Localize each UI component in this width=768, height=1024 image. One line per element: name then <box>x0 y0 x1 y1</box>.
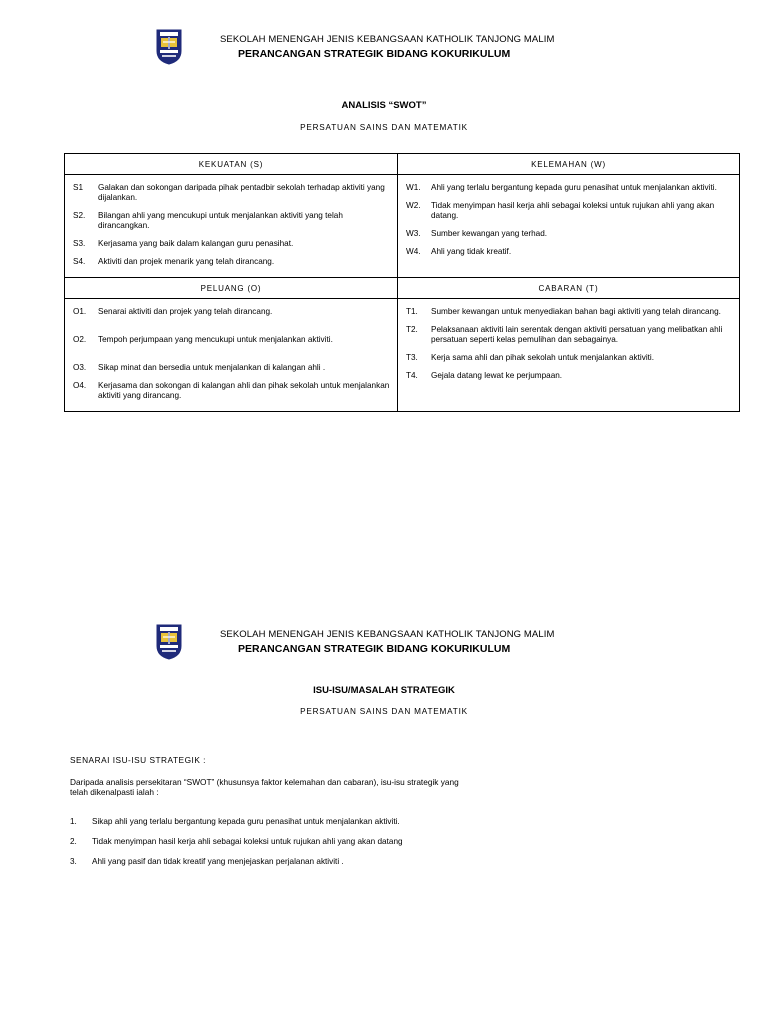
weaknesses-cell <box>398 175 740 278</box>
weaknesses-header: KELEMAHAN (W) <box>398 154 740 175</box>
list-item: T1. Sumber kewangan untuk menyediakan bahan bagi aktiviti yang telah dirancang. <box>406 307 721 316</box>
strengths-cell <box>65 175 398 278</box>
issues-intro: Daripada analisis persekitaran “SWOT” (khusunsya faktor kelemahan dan cabaran), isu-isu strategik yang telah dikenalpasti ialah : <box>70 777 459 797</box>
list-item: W1. Ahli yang terlalu bergantung kepada guru penasihat untuk menjalankan aktiviti. <box>406 183 717 192</box>
strengths-header: KEKUATAN (S) <box>65 154 398 175</box>
list-item: W2. Tidak menyimpan hasil kerja ahli sebagai koleksi untuk rujukan ahli yang akan datang. <box>406 201 715 220</box>
list-item: O4. Kerjasama dan sokongan di kalangan ahli dan pihak sekolah untuk menjalankan aktiviti yang dirancang. <box>73 381 390 400</box>
issues-subtitle: PERSATUAN SAINS DAN MATEMATIK <box>300 707 468 716</box>
school-name: SEKOLAH MENENGAH JENIS KEBANGSAAN KATHOLIK TANJONG MALIM <box>220 629 555 640</box>
list-item: T2. Pelaksanaan aktiviti lain serentak dengan aktiviti persatuan yang melibatkan ahli persatuan seperti kelas pemulihan dan sebagainya. <box>406 325 723 344</box>
list-item: 2. Tidak menyimpan hasil kerja ahli sebagai koleksi untuk rujukan ahli yang akan datang <box>70 837 403 846</box>
list-item: S1 Galakan dan sokongan daripada pihak pentadbir sekolah terhadap aktiviti yang dijalankan. <box>73 183 385 202</box>
school-crest-icon <box>156 29 182 65</box>
plan-title: PERANCANGAN STRATEGIK BIDANG KOKURIKULUM <box>238 48 511 60</box>
plan-title: PERANCANGAN STRATEGIK BIDANG KOKURIKULUM <box>238 643 511 655</box>
issues-title: ISU-ISU/MASALAH STRATEGIK <box>313 685 455 696</box>
threats-header: CABARAN (T) <box>398 278 740 299</box>
list-item: 3. Ahli yang pasif dan tidak kreatif yang menjejaskan perjalanan aktiviti . <box>70 857 344 866</box>
list-item: O2. Tempoh perjumpaan yang mencukupi untuk menjalankan aktiviti. <box>73 335 333 344</box>
threats-cell <box>398 299 740 412</box>
swot-table <box>64 153 740 412</box>
list-item: S3. Kerjasama yang baik dalam kalangan guru penasihat. <box>73 239 294 248</box>
list-item: T3. Kerja sama ahli dan pihak sekolah untuk menjalankan aktiviti. <box>406 353 655 362</box>
swot-subtitle: PERSATUAN SAINS DAN MATEMATIK <box>300 123 468 132</box>
opportunities-cell <box>65 299 398 412</box>
school-name: SEKOLAH MENENGAH JENIS KEBANGSAAN KATHOLIK TANJONG MALIM <box>220 34 555 45</box>
school-crest-icon <box>156 624 182 660</box>
list-item: W4. Ahli yang tidak kreatif. <box>406 247 512 256</box>
list-item: W3. Sumber kewangan yang terhad. <box>406 229 548 238</box>
list-item: O1. Senarai aktiviti dan projek yang telah dirancang. <box>73 307 273 316</box>
swot-title: ANALISIS “SWOT” <box>341 100 427 111</box>
list-item: 1. Sikap ahli yang terlalu bergantung kepada guru penasihat untuk menjalankan aktiviti. <box>70 817 400 826</box>
issues-list-heading: SENARAI ISU-ISU STRATEGIK : <box>70 755 206 765</box>
list-item: S2. Bilangan ahli yang mencukupi untuk menjalankan aktiviti yang telah dirancangkan. <box>73 211 343 230</box>
list-item: O3. Sikap minat dan bersedia untuk menjalankan di kalangan ahli . <box>73 363 326 372</box>
list-item: S4. Aktiviti dan projek menarik yang telah dirancang. <box>73 257 275 266</box>
opportunities-header: PELUANG (O) <box>65 278 398 299</box>
list-item: T4. Gejala datang lewat ke perjumpaan. <box>406 371 563 380</box>
